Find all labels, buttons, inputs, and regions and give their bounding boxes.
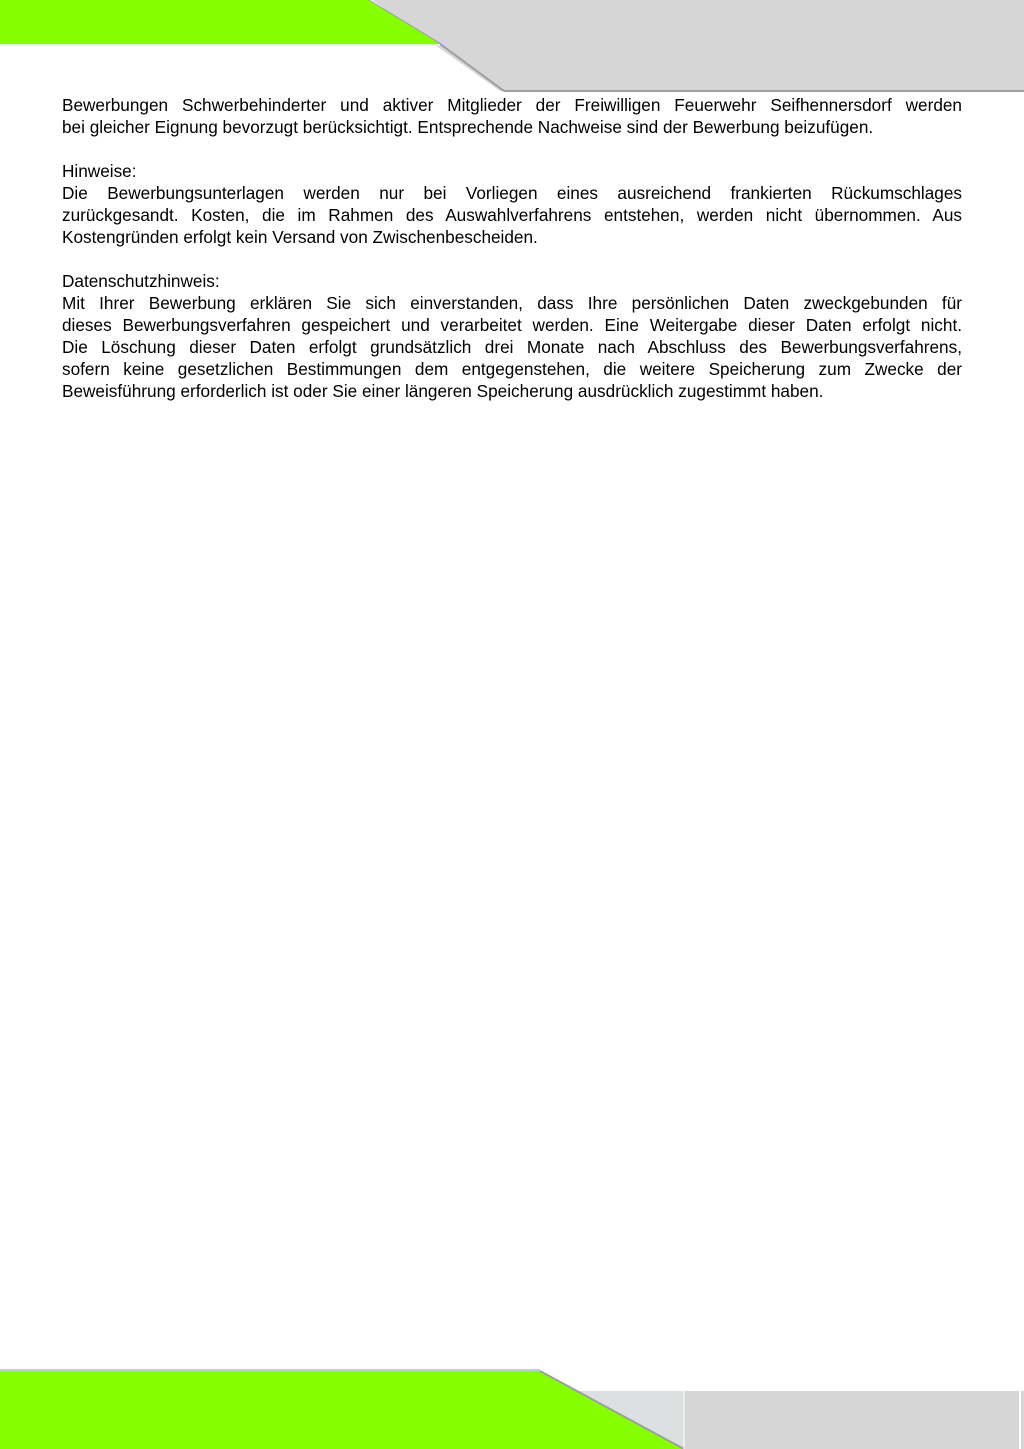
text-line: Beweisführung erforderlich ist oder Sie einer längeren Speicherung ausdrücklich zugestimmt haben. [62,381,824,401]
intro-paragraph [62,94,962,138]
text-line: Bewerbungen Schwerbehinderter und aktiver Mitglieder der Freiwilligen Feuerwehr Seifhennersdorf werden [62,95,962,115]
text-line: Die Löschung dieser Daten erfolgt grundsätzlich drei Monate nach Abschluss des Bewerbungsverfahrens, [62,337,962,357]
header-decoration-graphic [0,0,1024,95]
footer-decoration-graphic [0,1365,1024,1449]
text-line: sofern keine gesetzlichen Bestimmungen dem entgegenstehen, die weitere Speicherung zum Zwecke der [62,359,962,379]
text-line: Die Bewerbungsunterlagen werden nur bei Vorliegen eines ausreichend frankierten Rückumschlages [62,183,962,203]
text-line: dieses Bewerbungsverfahren gespeichert und verarbeitet werden. Eine Weitergabe dieser Daten erfolgt nicht. [62,315,962,335]
datenschutz-section [62,270,962,402]
document-body [62,94,962,424]
hinweise-section [62,160,962,248]
header-decoration [0,0,1024,95]
text-line: bei gleicher Eignung bevorzugt berücksichtigt. Entsprechende Nachweise sind der Bewerbung beizufügen. [62,117,874,137]
section-heading: Datenschutzhinweis: [62,271,220,291]
text-line: zurückgesandt. Kosten, die im Rahmen des Auswahlverfahrens entstehen, werden nicht übernommen. Aus [62,205,962,225]
section-heading: Hinweise: [62,161,137,181]
text-line: Mit Ihrer Bewerbung erklären Sie sich einverstanden, dass Ihre persönlichen Daten zweckgebunden für [62,293,962,313]
footer-decoration [0,1365,1024,1449]
text-line: Kostengründen erfolgt kein Versand von Zwischenbescheiden. [62,227,538,247]
